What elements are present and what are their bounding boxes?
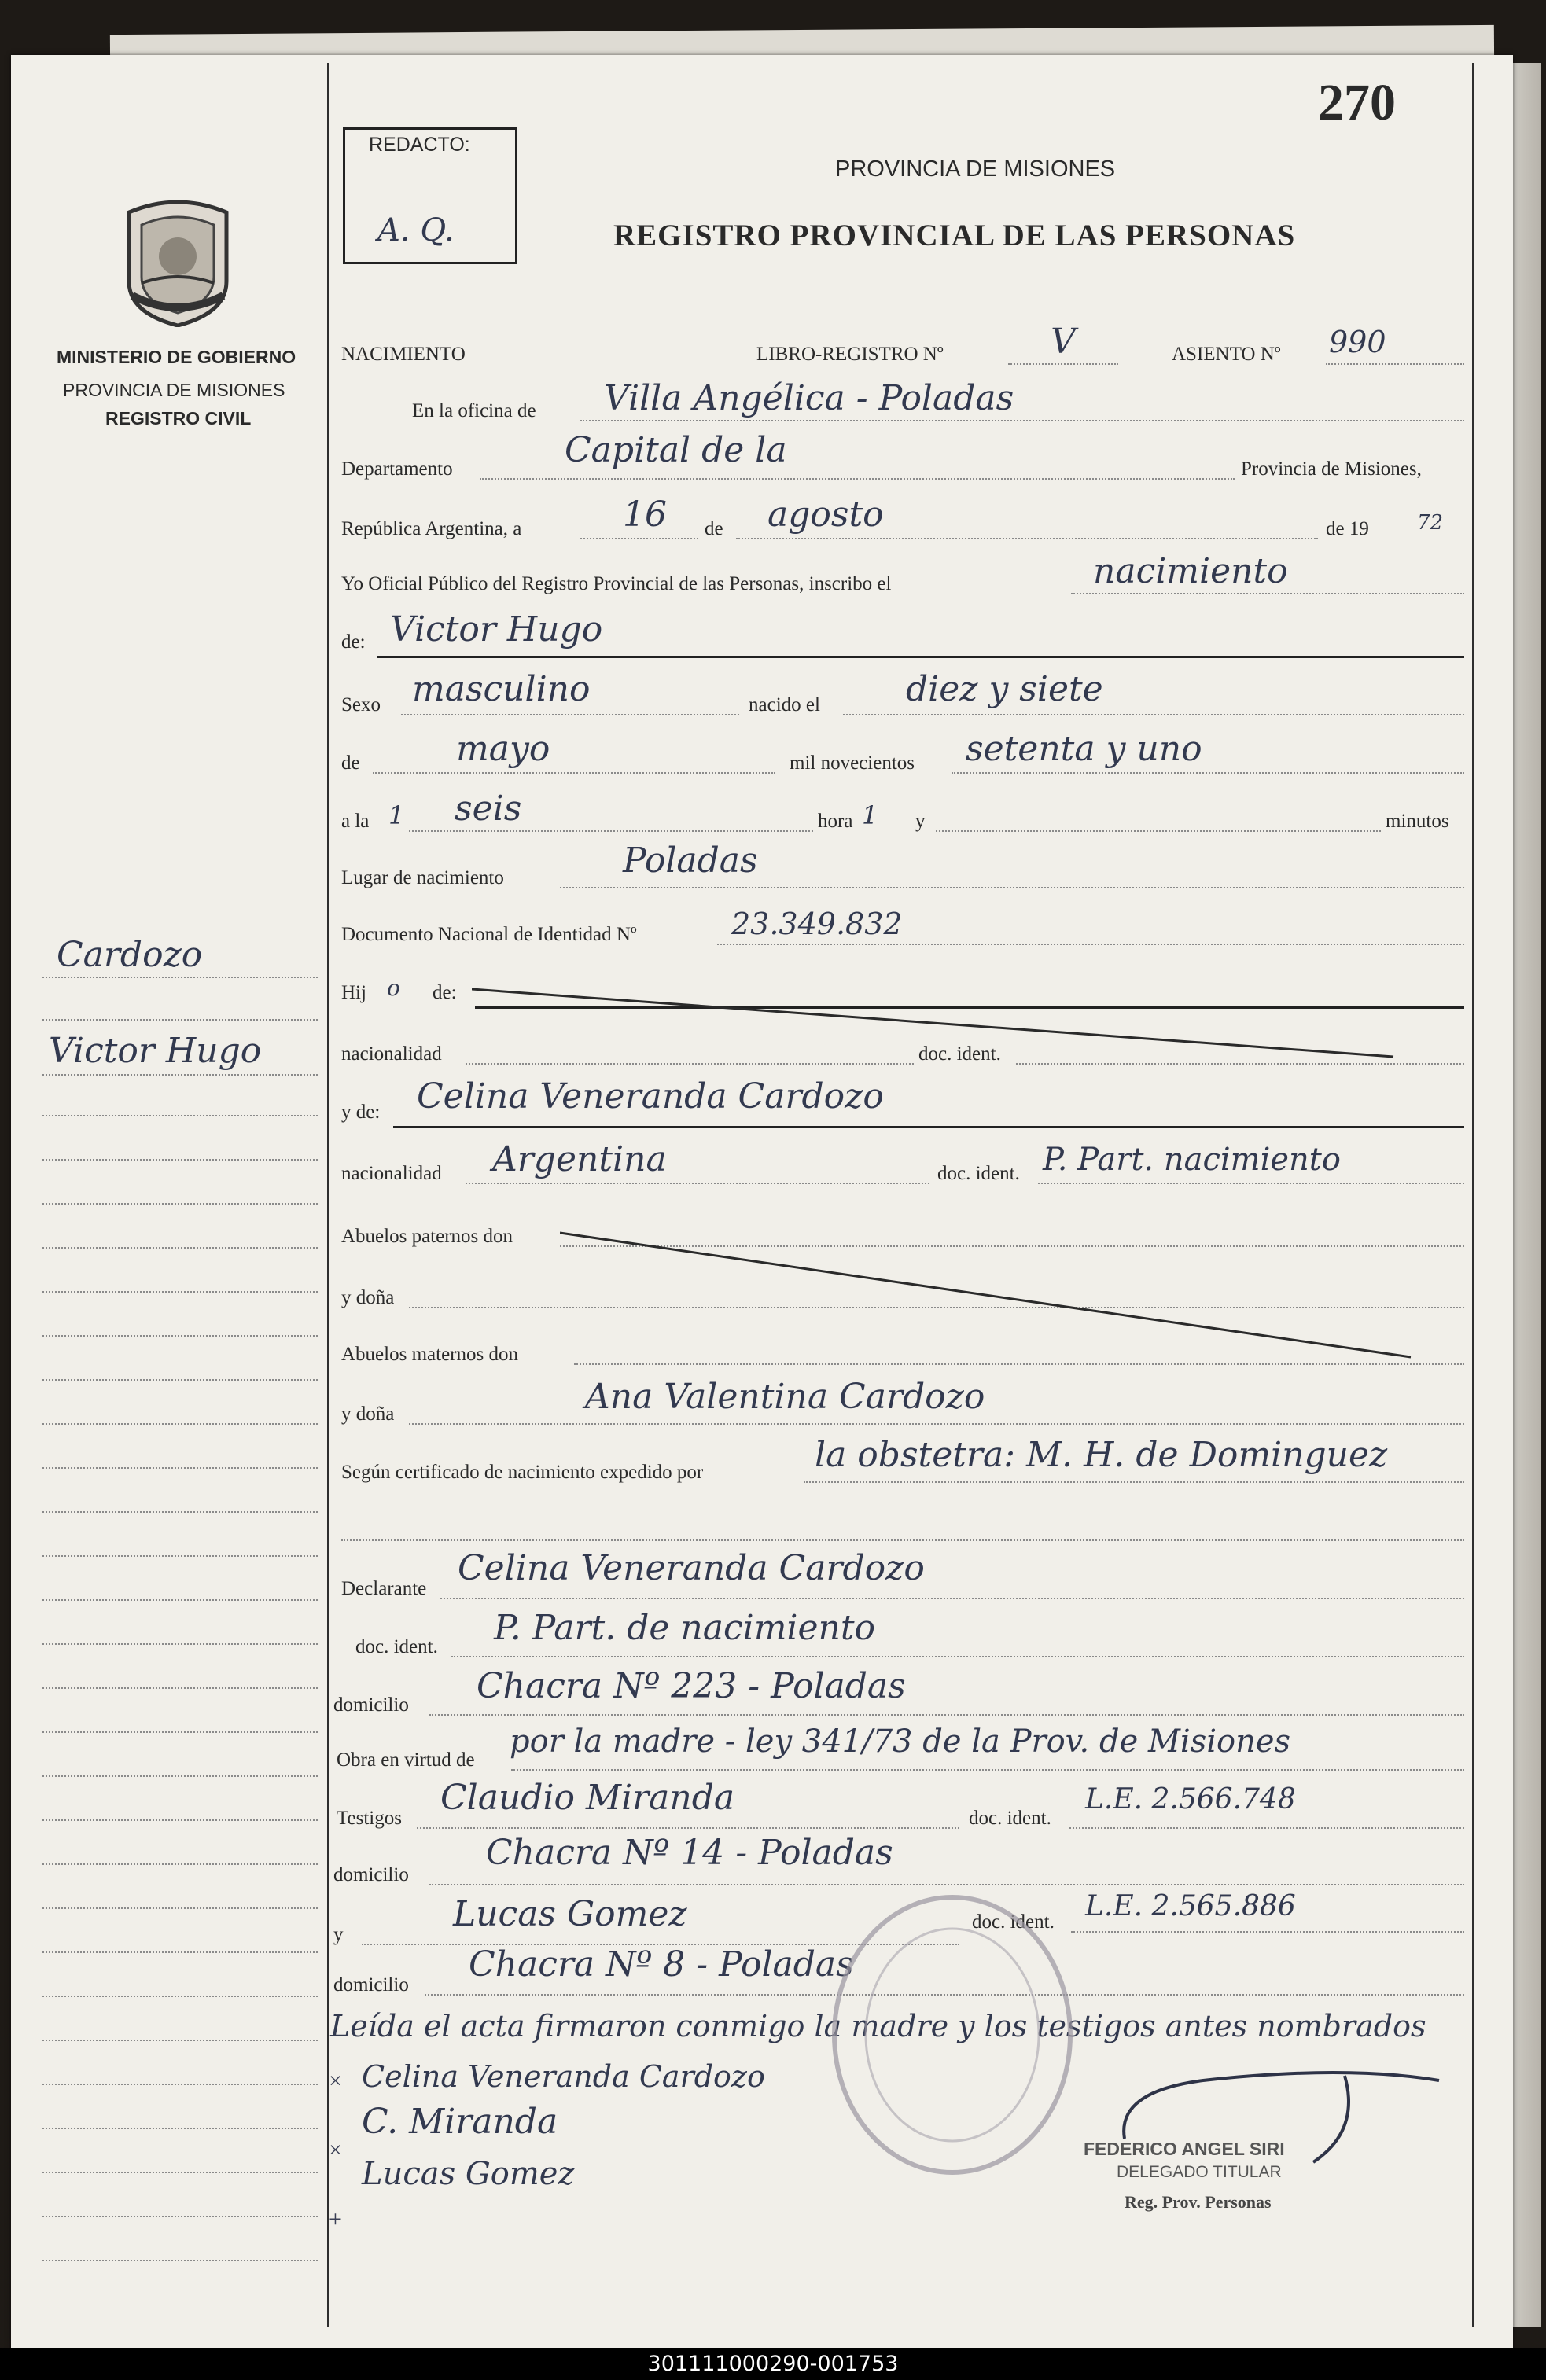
domicilio-testigo1-value: Chacra Nº 14 - Poladas	[486, 1833, 893, 1873]
dia-value: 16	[623, 495, 667, 535]
nacido-label: nacido el	[749, 694, 820, 715]
y2-label: y	[333, 1924, 344, 1945]
docident5-label: doc. ident.	[972, 1911, 1055, 1933]
libro-value: V	[1051, 322, 1076, 362]
mes-value: agosto	[767, 495, 884, 535]
yde-label: y de:	[341, 1102, 381, 1123]
paper-stack-edge	[1510, 63, 1541, 2327]
yo-oficial-label: Yo Oficial Público del Registro Provincial de las Personas, inscribo el	[341, 573, 892, 594]
testigo1-value: Claudio Miranda	[440, 1778, 735, 1818]
inscribo-value: nacimiento	[1093, 551, 1288, 591]
left-column-rule	[327, 63, 329, 2327]
doc-madre-value: P. Part. nacimiento	[1043, 1142, 1341, 1178]
ydona1-label: y doña	[341, 1287, 395, 1308]
sexo-value: masculino	[412, 669, 591, 709]
hora-label: hora	[818, 811, 853, 832]
ministry-province-label: PROVINCIA DE MISIONES	[63, 380, 285, 400]
hijo-label: Hij	[341, 982, 366, 1003]
de-label: de	[705, 518, 723, 539]
abuela-materna-value: Ana Valentina Cardozo	[585, 1377, 985, 1417]
hora-b-value: 1	[862, 800, 878, 830]
misiones-shield-icon	[118, 195, 237, 327]
nacimiento-label: NACIMIENTO	[341, 344, 466, 365]
minutos-label: minutos	[1386, 811, 1449, 832]
archive-id-footer: 301111000290-001753	[0, 2348, 1546, 2380]
registry-seal-icon	[823, 1885, 1082, 2184]
docident1-label: doc. ident.	[918, 1043, 1001, 1065]
hijo-de-label: de:	[433, 982, 457, 1003]
oficina-label: En la oficina de	[412, 400, 536, 421]
y-label: y	[915, 811, 926, 832]
civil-registry-label: REGISTRO CIVIL	[105, 408, 252, 429]
mes-nac-value: mayo	[456, 729, 550, 769]
strike-line-father	[472, 988, 1400, 1058]
margin-surname: Cardozo	[57, 935, 203, 975]
anio-value: 72	[1417, 511, 1444, 535]
margin-given-names: Victor Hugo	[49, 1031, 262, 1071]
right-column-rule	[1472, 63, 1474, 2327]
doc-testigo2-value: L.E. 2.565.886	[1085, 1890, 1296, 1922]
cierre-value: Leída el acta firmaron conmigo la madre y los testigos antes nombrados	[330, 2009, 1426, 2043]
domicilio3-label: domicilio	[333, 1974, 409, 1996]
lugar-label: Lugar de nacimiento	[341, 867, 504, 888]
doc-testigo1-value: L.E. 2.566.748	[1085, 1783, 1296, 1815]
nacido-value: diez y siete	[906, 669, 1103, 709]
declarante-value: Celina Veneranda Cardozo	[458, 1548, 925, 1588]
obra-label: Obra en virtud de	[337, 1749, 475, 1771]
segun-value: la obstetra: M. H. de Dominguez	[815, 1435, 1388, 1475]
doc-declarante-value: P. Part. de nacimiento	[494, 1608, 876, 1648]
official-name: FEDERICO ANGEL SIRI	[1084, 2139, 1285, 2159]
domicilio-testigo2-value: Chacra Nº 8 - Poladas	[469, 1944, 854, 1985]
documento-label: Documento Nacional de Identidad Nº	[341, 924, 637, 945]
hora-a-value: 1	[388, 800, 405, 830]
domicilio2-label: domicilio	[333, 1864, 409, 1885]
docident4-label: doc. ident.	[969, 1808, 1051, 1829]
nacionalidad-madre-value: Argentina	[492, 1139, 667, 1179]
declarante-label: Declarante	[341, 1578, 427, 1599]
abuelos-p-label: Abuelos paternos don	[341, 1226, 513, 1247]
official-office: Reg. Prov. Personas	[1125, 2192, 1272, 2212]
redacto-value: A. Q.	[377, 212, 455, 248]
nacionalidad2-label: nacionalidad	[341, 1163, 442, 1184]
republica-label: República Argentina, a	[341, 518, 522, 539]
madre-value: Celina Veneranda Cardozo	[417, 1076, 884, 1116]
page-number: 270	[1318, 74, 1396, 131]
header-province: PROVINCIA DE MISIONES	[835, 156, 1116, 182]
header-title: REGISTRO PROVINCIAL DE LAS PERSONAS	[613, 219, 1296, 252]
asiento-value: 990	[1329, 325, 1386, 359]
oficina-value: Villa Angélica - Poladas	[604, 378, 1014, 418]
testigos-label: Testigos	[337, 1808, 402, 1829]
signature-madre: Celina Veneranda Cardozo	[362, 2059, 765, 2094]
provincia-label: Provincia de Misiones,	[1241, 458, 1422, 480]
de-name-label: de:	[341, 631, 366, 653]
de-month-label: de	[341, 752, 360, 774]
obra-value: por la madre - ley 341/73 de la Prov. de Misiones	[510, 1723, 1291, 1760]
ala-label: a la	[341, 811, 370, 832]
signature-testigo2: Lucas Gomez	[362, 2156, 575, 2192]
redacto-label: REDACTO:	[369, 134, 470, 156]
abuelos-m-label: Abuelos maternos don	[341, 1344, 518, 1365]
year-label: de 19	[1326, 518, 1369, 539]
departamento-value: Capital de la	[565, 430, 787, 470]
anio-nac-value: setenta y uno	[966, 729, 1202, 769]
departamento-label: Departamento	[341, 458, 453, 480]
segun-label: Según certificado de nacimiento expedido por	[341, 1462, 704, 1483]
testigo2-value: Lucas Gomez	[453, 1894, 687, 1934]
official-title: DELEGADO TITULAR	[1117, 2163, 1282, 2181]
strike-line-grandparents	[560, 1231, 1417, 1362]
nacionalidad1-label: nacionalidad	[341, 1043, 442, 1065]
lugar-value: Poladas	[623, 841, 758, 881]
dni-value: 23.349.832	[731, 907, 903, 941]
ydona2-label: y doña	[341, 1403, 395, 1425]
mil-label: mil novecientos	[790, 752, 915, 774]
signature-testigo1: C. Miranda	[362, 2102, 558, 2142]
domicilio-declarante-value: Chacra Nº 223 - Poladas	[477, 1666, 906, 1706]
libro-label: LIBRO-REGISTRO Nº	[756, 344, 944, 365]
asiento-label: ASIENTO Nº	[1172, 344, 1281, 365]
hora-value: seis	[455, 789, 522, 829]
docident2-label: doc. ident.	[937, 1163, 1020, 1184]
nombre-value: Victor Hugo	[390, 609, 603, 649]
sexo-label: Sexo	[341, 694, 381, 715]
docident3-label: doc. ident.	[355, 1636, 438, 1657]
hijo-suffix: o	[387, 975, 400, 1001]
domicilio1-label: domicilio	[333, 1694, 409, 1716]
ministry-label: MINISTERIO DE GOBIERNO	[57, 347, 296, 367]
